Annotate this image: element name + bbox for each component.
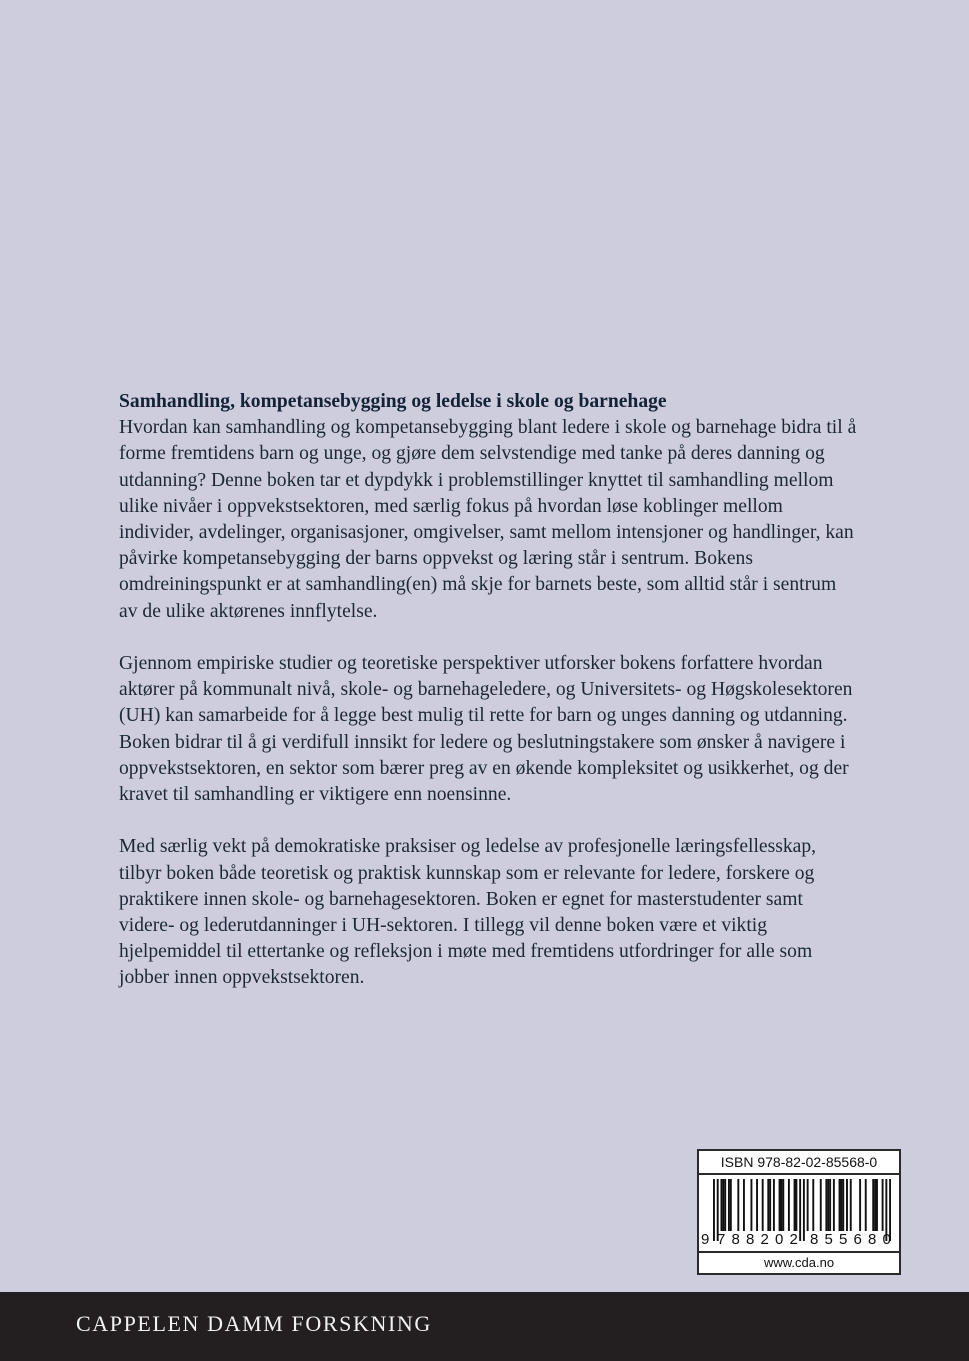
barcode-bar xyxy=(820,1179,822,1231)
barcode-bar xyxy=(850,1179,852,1231)
ean-digit: 6 xyxy=(853,1231,862,1248)
barcode-bar xyxy=(829,1179,831,1231)
isbn-barcode-box xyxy=(697,1149,901,1275)
publisher-name: CAPPELEN DAMM FORSKNING xyxy=(76,1311,432,1336)
ean-digit: 8 xyxy=(746,1231,755,1248)
barcode-bar xyxy=(756,1179,758,1231)
ean-digit: 0 xyxy=(775,1231,784,1248)
barcode-bar xyxy=(874,1179,876,1231)
ean-digit: 8 xyxy=(810,1231,819,1248)
barcode-bar xyxy=(846,1179,848,1231)
barcode-bar xyxy=(795,1179,797,1231)
ean-digit: 8 xyxy=(731,1231,740,1248)
barcode-bar xyxy=(859,1179,861,1231)
barcode-bar xyxy=(737,1179,739,1231)
barcode-bar xyxy=(728,1179,730,1231)
ean-digit: 2 xyxy=(760,1231,769,1248)
isbn-divider xyxy=(699,1173,899,1175)
barcode-bar xyxy=(743,1179,745,1231)
ean-digit: 7 xyxy=(717,1231,726,1248)
ean-digit: 2 xyxy=(789,1231,798,1248)
ean-digit: 8 xyxy=(868,1231,877,1248)
barcode-bar xyxy=(876,1179,878,1231)
ean-digit: 0 xyxy=(882,1231,891,1248)
barcode-bar xyxy=(780,1179,782,1231)
barcode-bar xyxy=(720,1179,722,1231)
barcode-bar xyxy=(839,1179,841,1231)
barcode-bar xyxy=(842,1179,844,1231)
barcode-bar xyxy=(750,1179,752,1231)
barcode-bar xyxy=(872,1179,874,1231)
barcode-bar xyxy=(779,1179,781,1231)
blurb xyxy=(119,389,859,1018)
blurb-title: Samhandling, kompetansebygging og ledelse i skole og barnehage xyxy=(119,391,667,412)
barcode-bar xyxy=(865,1179,867,1231)
barcode-bar xyxy=(782,1179,784,1231)
blurb-paragraph-3: Med særlig vekt på demokratiske praksiser og ledelse av profesjonelle læringsfellesskap, tilbyr boken både teoretisk og praktisk kunnskap som er relevante for ledere, forskere og praktikere innen skole- og barnehagesektoren. Boken er egnet for masterstudenter samt videre- og lederutdanninger i UH-sektoren. I tillegg vil denne boken være et viktig hjelpemiddel til ettertanke og refleksjon i møte med fremtidens utfordringer for alle som jobber innen oppvekstsektoren. xyxy=(119,836,817,989)
barcode-bar xyxy=(825,1179,827,1231)
barcode-bar xyxy=(724,1179,726,1231)
barcode-bar xyxy=(827,1179,829,1231)
barcode-bar xyxy=(767,1179,769,1231)
footer-band xyxy=(0,1292,969,1361)
barcode-bar xyxy=(794,1179,796,1231)
barcode-bar xyxy=(773,1179,775,1231)
barcode-bar xyxy=(769,1179,771,1231)
ean-digit: 5 xyxy=(839,1231,848,1248)
barcode-bar xyxy=(812,1179,814,1231)
blurb-paragraph-2: Gjennom empiriske studier og teoretiske perspektiver utforsker bokens forfattere hvordan aktører på kommunalt nivå, skole- og barnehageledere, og Universitets- og Høgskolesektoren (UH) kan samarbeide for å legge best mulig til rette for barn og unges danning og utdanning. Boken bidrar til å gi verdifull innsikt for ledere og beslutningstakere som ønsker å navigere i oppvekstsektoren, en sektor som bærer preg av en økende kompleksitet og usikkerhet, og der kravet til samhandling er viktigere enn noensinne. xyxy=(119,653,853,806)
barcode-bar xyxy=(788,1179,790,1231)
publisher-website: www.cda.no xyxy=(699,1251,899,1273)
isbn-number: ISBN 978-82-02-85568-0 xyxy=(720,1154,878,1170)
ean-digit: 5 xyxy=(824,1231,833,1248)
barcode-bar xyxy=(722,1179,724,1231)
barcode-bar xyxy=(807,1179,809,1231)
ean-digits xyxy=(705,1231,891,1248)
barcode-bar xyxy=(762,1179,764,1231)
barcode-bar xyxy=(840,1179,842,1231)
blurb-paragraph-1: Hvordan kan samhandling og kompetansebygging blant ledere i skole og barnehage bidra til å forme fremtidens barn og unge, og gjøre dem selvstendige med tanke på deres danning og utdanning? Denne boken tar et dypdykk i problemstillinger knyttet til samhandling mellom ulike nivåer i oppvekstsektoren, med særlig fokus på hvordan løse koblinger mellom individer, avdelinger, organisasjoner, omgivelser, samt mellom intensjoner og handlinger, kan påvirke kompetansebygging der barns oppvekst og læring står i sentrum. Bokens omdreiningspunkt er at samhandling(en) må skje for barnets beste, som alltid står i sentrum av de ulike aktørenes innflytelse. xyxy=(119,417,857,622)
barcode-bar xyxy=(833,1179,835,1231)
barcode-bar xyxy=(730,1179,732,1231)
ean-first-digit: 9 xyxy=(701,1231,710,1248)
barcode-bar xyxy=(882,1179,884,1231)
